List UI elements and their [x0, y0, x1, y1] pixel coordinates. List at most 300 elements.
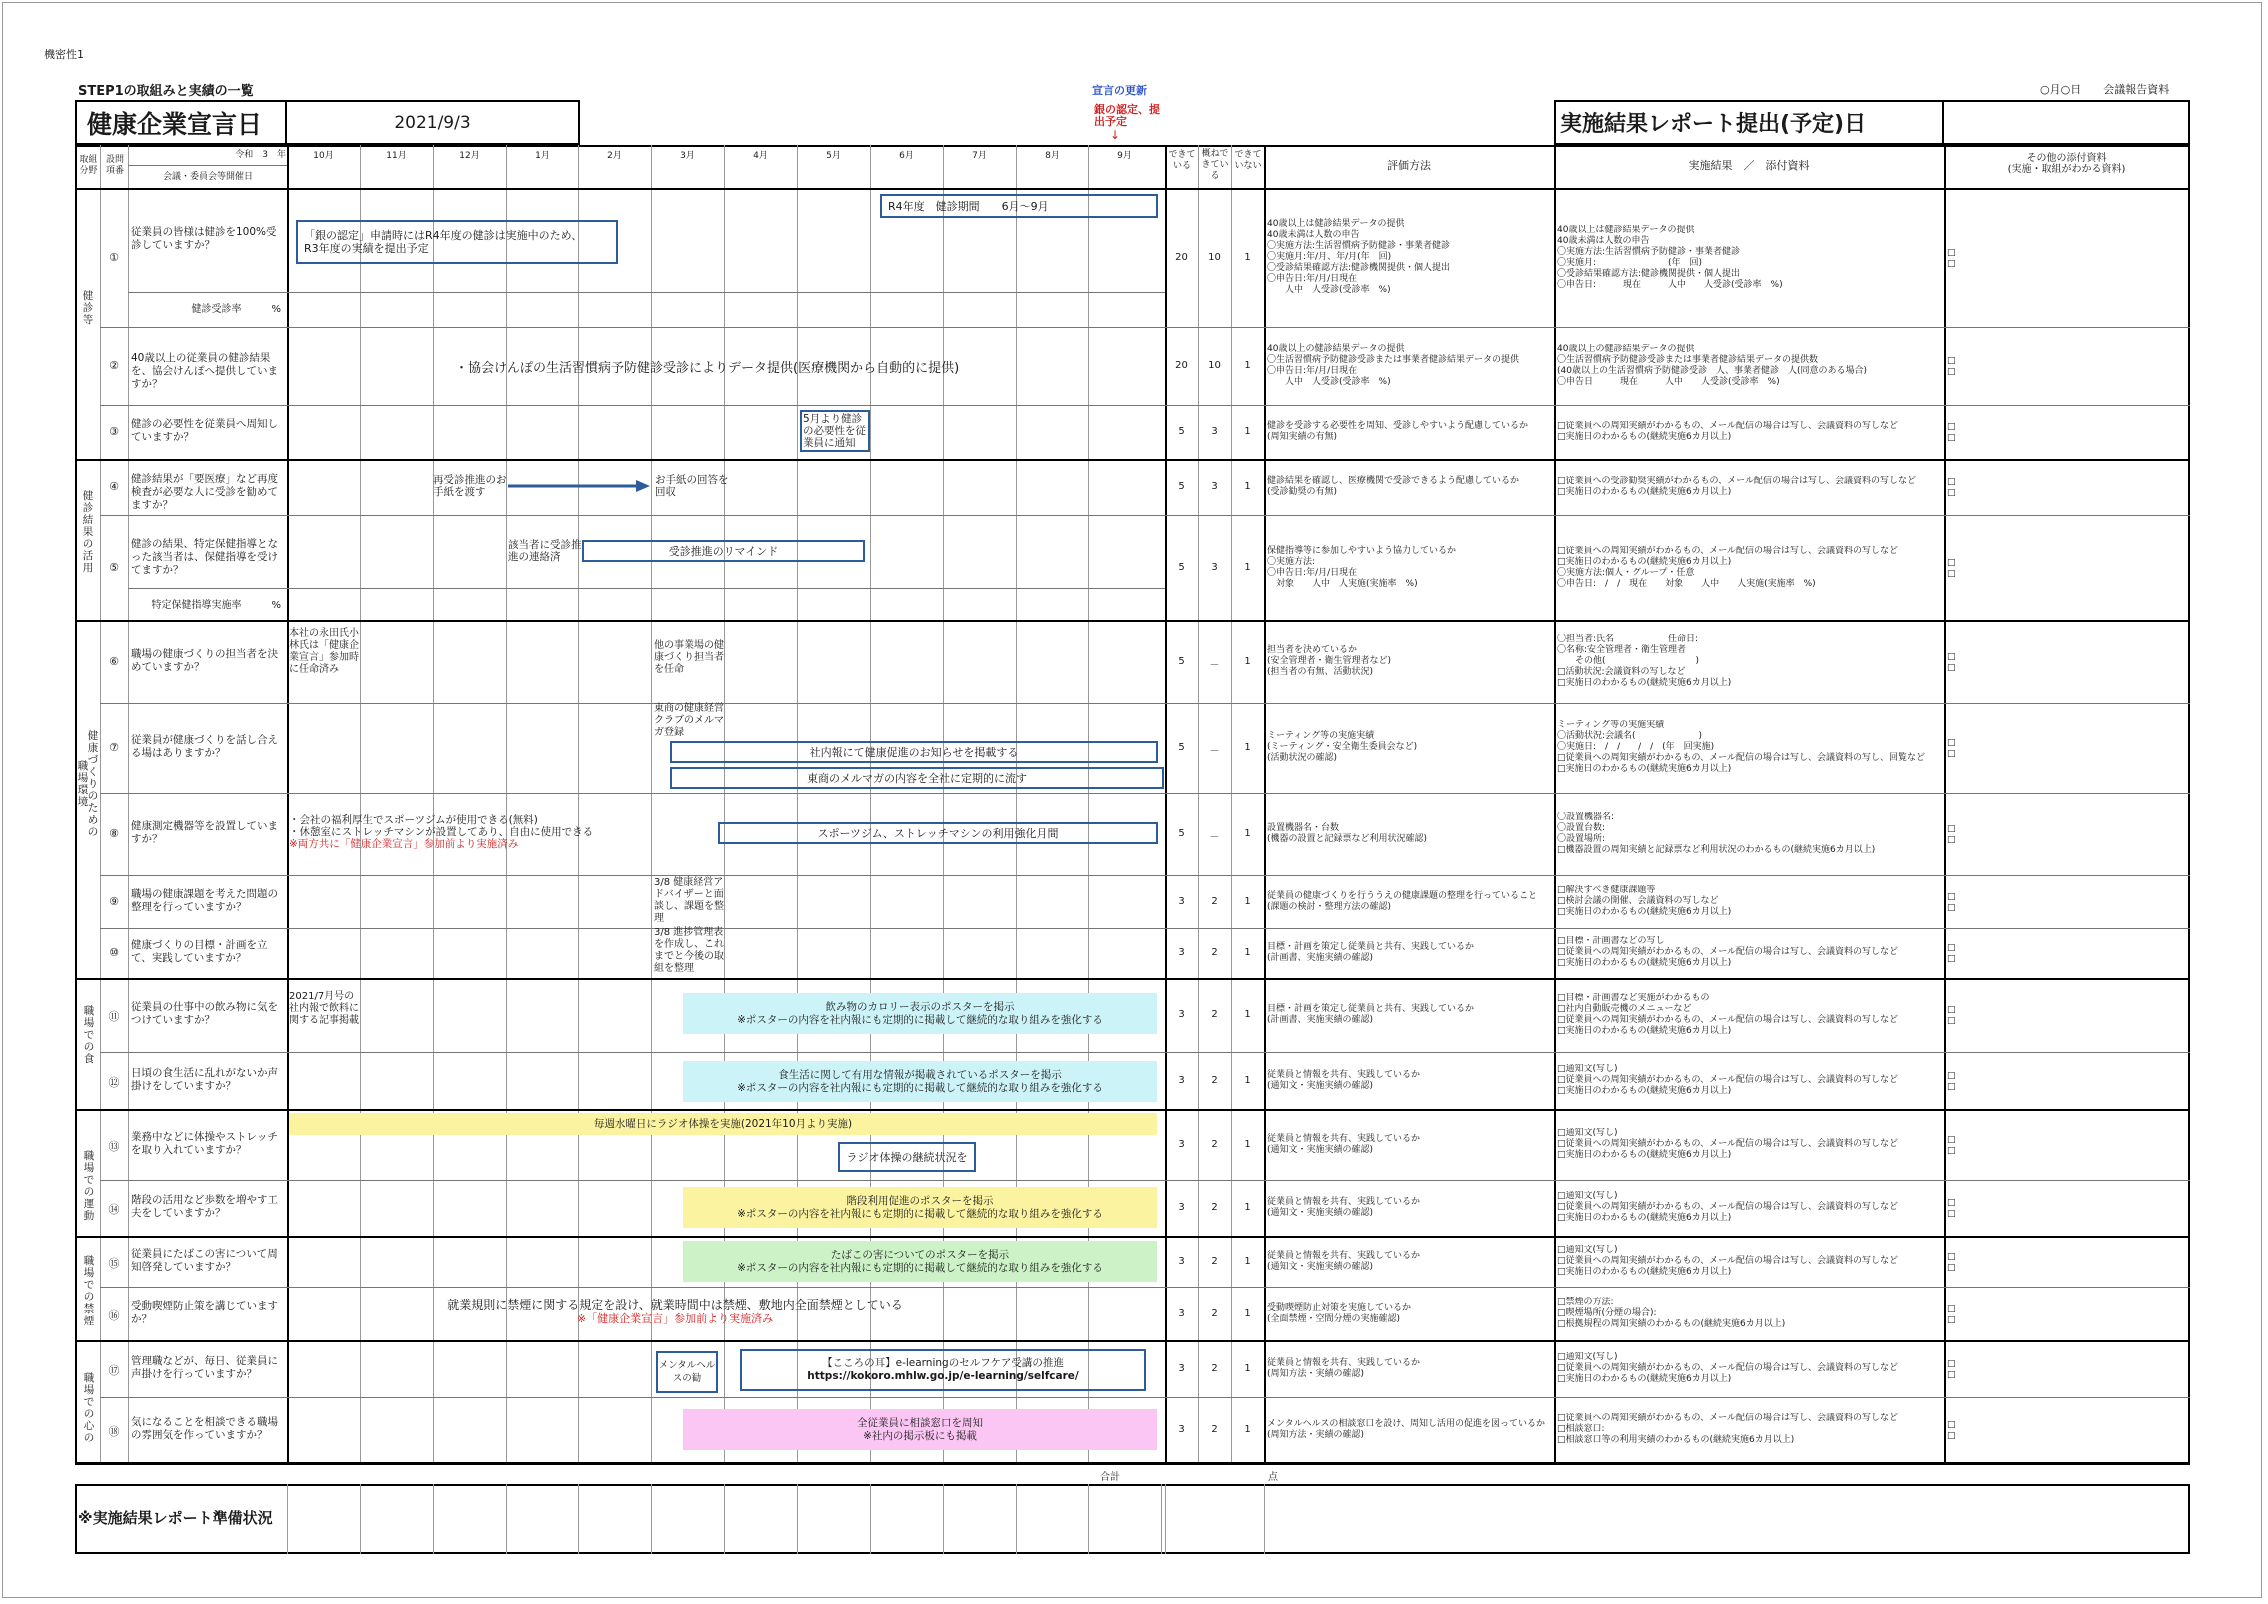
checkbox[interactable]: □: [1947, 1135, 1956, 1145]
score-done: 20: [1175, 360, 1188, 371]
checkbox[interactable]: □: [1947, 1263, 1956, 1273]
month-header: 11月: [386, 151, 407, 161]
eval-method: 従業員の健康づくりを行ううえの健康課題の整理を行っていること (課題の検討・整理方法の確認): [1267, 891, 1538, 912]
footer-status-label: ※実施結果レポート準備状況: [78, 1509, 273, 1527]
r6-honsha-text: 本社の永田氏小林氏は「健康企業宣言」参加時に任命済み: [289, 628, 359, 675]
score-done: 5: [1178, 481, 1185, 492]
question-text: 階段の活用など歩数を増やす工夫をしていますか？: [131, 1194, 278, 1219]
down-arrow-icon: ↓: [1110, 128, 1121, 142]
r5-reminder-bar: 受診推進のリマインド: [582, 540, 865, 562]
r5-contacted-text: 該当者に受診推進の連絡済: [508, 539, 582, 563]
month-header: 12月: [459, 151, 480, 161]
eval-method: 保健指導等に参加しやすいよう協力しているか 〇実施方法: 〇申告日:年/月/日現在 対象 人中 人実施(実施率 %): [1267, 546, 1457, 589]
grid-hline: [75, 1109, 2190, 1111]
grid-hline: [75, 978, 2190, 980]
eval-method: 健診を受診する必要性を周知、受診しやすいよう配慮しているか (周知実績の有無): [1267, 421, 1529, 442]
score-done: 5: [1178, 828, 1185, 839]
confidential-label: 機密性1: [44, 48, 84, 61]
other-attachments-checkbox: [1947, 1359, 1977, 1381]
other-attachments-checkbox: [1947, 1304, 1977, 1326]
grid-vline: [506, 145, 507, 1462]
grid-hline: [100, 515, 2190, 516]
grid-hline: [75, 1340, 2190, 1342]
question-number: ⑤: [109, 561, 119, 574]
question-number: ⑥: [109, 655, 119, 668]
result-attachments: □従業員への周知実績がわかるもの、メール配信の場合は写し、会議資料の写しなど □相談窓口: □相談窓口等の利用実績のわかるもの(継続実施6カ月以上): [1557, 1413, 1898, 1445]
footer-vline: [943, 1484, 944, 1554]
eval-method: 担当者を決めているか (安全管理者・衛生管理者など) (担当者の有無、活動状況): [1267, 645, 1392, 677]
score-done: 3: [1178, 947, 1185, 958]
month-header: 7月: [972, 151, 987, 161]
question-number: ⑧: [109, 827, 119, 840]
score-done: 3: [1178, 1139, 1185, 1150]
r8-gym-bar: スポーツジム、ストレッチマシンの利用強化月間: [718, 822, 1158, 844]
r9-advisor-text: 3/8 健康経営アドバイザーと面談し、課題を整理: [654, 877, 724, 924]
footer-vline: [724, 1484, 725, 1554]
checkbox[interactable]: □: [1947, 1431, 1956, 1441]
question-text: 健診の必要性を従業員へ周知していますか？: [131, 418, 278, 443]
step-title: STEP1の取組みと実績の一覧: [78, 84, 254, 99]
score-notdone: 1: [1244, 947, 1251, 958]
month-header: 10月: [313, 151, 334, 161]
other-attachments-checkbox: [1947, 477, 1977, 499]
score-mostly: －: [1209, 832, 1220, 843]
r7-tosho-text: 東商の健康経営クラブのメルマガ登録: [654, 703, 724, 738]
footer-vline: [1264, 1484, 1265, 1554]
category-shokuba-2: 職場環境: [77, 760, 89, 808]
question-text: 40歳以上の従業員の健診結果を、協会けんぽへ提供していますか？: [131, 352, 278, 390]
score-notdone: 1: [1244, 896, 1251, 907]
grid-hline: [100, 1052, 2190, 1053]
month-header: 8月: [1045, 151, 1060, 161]
other-attachments-checkbox: [1947, 824, 1977, 846]
col-header-mostly: 概ねできている: [1201, 149, 1229, 181]
checkbox[interactable]: □: [1947, 367, 1956, 377]
eval-method: ミーティング等の実施実績 (ミーティング・安全衛生委員会など) (活動状況の確認): [1267, 731, 1418, 763]
other-attachments-checkbox: [1947, 1252, 1977, 1274]
col-header-meeting: 会議・委員会等開催日: [162, 172, 253, 182]
grid-hline: [100, 405, 2190, 406]
checkbox[interactable]: □: [1947, 652, 1956, 662]
footer-vline: [287, 1484, 288, 1554]
r6-other-site-text: 他の事業場の健康づくり担当者を任命: [654, 640, 724, 675]
question-text: 健診結果が「要医療」など再度検査が必要な人に受診を勧めてますか？: [131, 473, 278, 511]
score-notdone: 1: [1244, 1009, 1251, 1020]
score-mostly: 2: [1211, 896, 1218, 907]
r11-drink-poster-bar: 飲み物のカロリー表示のポスターを掲示 ※ポスターの内容を社内報にも定期的に掲載して継続的な取り組みを強化する: [683, 993, 1157, 1034]
grid-vline: [1554, 145, 1556, 1462]
question-number: ⑱: [108, 1425, 120, 1438]
col-header-bunya: 取組分野: [79, 155, 98, 176]
r7-newsletter-bar: 社内報にて健康促進のお知らせを掲載する: [670, 741, 1158, 763]
question-number: ⑭: [108, 1203, 120, 1216]
score-done: 5: [1178, 426, 1185, 437]
eval-method: 従業員と情報を共有、実践しているか (通知文・実施実績の確認): [1267, 1251, 1421, 1272]
month-header: 5月: [826, 151, 841, 161]
score-notdone: 1: [1244, 1363, 1251, 1374]
score-notdone: 1: [1244, 360, 1251, 371]
checkbox[interactable]: □: [1947, 1315, 1956, 1325]
question-text: 気になることを相談できる職場の雰囲気を作っていますか？: [131, 1416, 278, 1441]
report-date-title: 実施結果レポート提出(予定)日: [1554, 100, 1944, 145]
score-notdone: 1: [1244, 1075, 1251, 1086]
grid-vline: [578, 145, 579, 1462]
checkbox[interactable]: □: [1947, 1420, 1956, 1430]
grid-vline: [651, 145, 652, 1462]
question-text: 健康測定機器等を設置していますか？: [131, 820, 278, 845]
score-mostly: 10: [1208, 360, 1221, 371]
score-done: 5: [1178, 562, 1185, 573]
footer-vline: [1088, 1484, 1089, 1554]
checkbox[interactable]: □: [1947, 259, 1956, 269]
score-done: 3: [1178, 1363, 1185, 1374]
checkbox[interactable]: □: [1947, 558, 1956, 568]
r1-kenshin-period-bar: R4年度 健診期間 6月〜9月: [880, 194, 1158, 218]
eval-method: 目標・計画を策定し従業員と共有、実践しているか (計画書、実施実績の確認): [1267, 1004, 1475, 1025]
score-mostly: 2: [1211, 947, 1218, 958]
renewal-label: 宣言の更新: [1092, 84, 1147, 97]
other-attachments-checkbox: [1947, 1005, 1977, 1027]
col-header-eval: 評価方法: [1387, 159, 1431, 172]
r8-welfare-text: ・会社の福利厚生でスポーツジムが使用できる(無料) ・休憩室にストレッチマシンが設置してあり、自由に使用できる ※両方共に「健康企業宣言」参加前より実施済み: [289, 814, 594, 850]
eval-method: 40歳以上の健診結果データの提供 〇生活習慣病予防健診受診または事業者健診結果データの提供 〇申告日:年/月/日現在 人中 人受診(受診率 %): [1267, 344, 1520, 387]
other-attachments-checkbox: [1947, 422, 1977, 444]
r18-consultation-bar: 全従業員に相談窓口を周知 ※社内の掲示板にも掲載: [683, 1409, 1157, 1450]
eval-method: メンタルヘルスの相談窓口を設け、周知し活用の促進を図っているか (周知方法・実績の確認): [1267, 1419, 1546, 1440]
col-header-done: できている: [1168, 150, 1196, 171]
eval-method: 40歳以上は健診結果データの提供 40歳未満は人数の申告 〇実施方法:生活習慣病予防健診・事業者健診 〇実施月:年/月、年/月(年 回) 〇受診結果確認方法:健診機関提供・個人提出 〇申告日:年/月/日現在 人中 人受診(受診率 %): [1267, 219, 1451, 295]
checkbox[interactable]: □: [1947, 356, 1956, 366]
score-notdone: 1: [1244, 252, 1251, 263]
question-number: ⑯: [108, 1309, 120, 1322]
question-number: ⑬: [108, 1140, 120, 1153]
score-done: 3: [1178, 1075, 1185, 1086]
grid-hline: [100, 875, 2190, 876]
question-number: ⑪: [108, 1010, 120, 1023]
score-notdone: 1: [1244, 1308, 1251, 1319]
score-notdone: 1: [1244, 481, 1251, 492]
r3-notice-box: 5月より健診の必要性を従業員に通知: [800, 410, 870, 452]
category-kenshin: 健診等: [82, 290, 94, 326]
footer-vline: [360, 1484, 361, 1554]
question-text: 健康づくりの目標・計画を立て、実践していますか？: [131, 939, 268, 964]
eval-method: 従業員と情報を共有、実践しているか (通知文・実施実績の確認): [1267, 1197, 1421, 1218]
elearning-link[interactable]: https://kokoro.mhlw.go.jp/e-learning/selfcare/: [807, 1370, 1079, 1382]
score-done: 3: [1178, 1202, 1185, 1213]
result-attachments: □禁煙の方法: □喫煙場所(分煙の場合): □根拠規程の周知実績のわかるもの(継続実施6カ月以上): [1557, 1297, 1786, 1329]
category-undo: 職場での運動: [83, 1150, 95, 1222]
footer-vline: [870, 1484, 871, 1554]
grid-vline: [360, 145, 361, 1462]
total-unit: 点: [1268, 1472, 1278, 1483]
other-attachments-checkbox: [1947, 1135, 1977, 1157]
checkbox[interactable]: □: [1947, 738, 1956, 748]
declaration-title: 健康企業宣言日: [75, 100, 287, 145]
question-text: 従業員にたばこの害について周知啓発していますか？: [131, 1248, 278, 1273]
result-attachments: ミーティング等の実施実績 〇活動状況:会議名( ) 〇実施日: / / / / (年 回実施) □従業員への周知実績がわかるもの、メール配信の場合は写し、会議資料の写し、回覧など □実施日のわかるもの(継続実施6カ月以上): [1557, 720, 1925, 774]
eval-method: 受動喫煙防止対策を実施しているか (全面禁煙・空間分煙の実施確認): [1267, 1303, 1412, 1324]
checkbox[interactable]: □: [1947, 1209, 1956, 1219]
checkbox[interactable]: □: [1947, 1071, 1956, 1081]
checkbox[interactable]: □: [1947, 663, 1956, 673]
question-text: 管理職などが、毎日、従業員に声掛けを行っていますか？: [131, 1355, 278, 1380]
result-attachments: □通知文(写し) □従業員への周知実績がわかるもの、メール配信の場合は写し、会議資料の写しなど □実施日のわかるもの(継続実施6カ月以上): [1557, 1352, 1898, 1384]
r15-tobacco-poster-bar: たばこの害についてのポスターを掲示 ※ポスターの内容を社内報にも定期的に掲載して継続的な取り組みを強化する: [683, 1241, 1157, 1282]
r1-note-box: 「銀の認定」申請時にはR4年度の健診は実施中のため、 R3年度の実績を提出予定: [296, 220, 618, 264]
question-text: 日頃の食生活に乱れがないか声掛けをしていますか？: [131, 1067, 278, 1092]
month-header: 3月: [680, 151, 695, 161]
grid-vline: [433, 145, 434, 1462]
category-shoku: 職場での食: [83, 1005, 95, 1065]
score-mostly: 2: [1211, 1075, 1218, 1086]
question-text: 従業員の仕事中の飲み物に気をつけていますか？: [131, 1001, 278, 1026]
question-number: ⑦: [109, 741, 119, 754]
score-mostly: 3: [1211, 481, 1218, 492]
question-number: ③: [109, 425, 119, 438]
score-notdone: 1: [1244, 562, 1251, 573]
other-attachments-checkbox: [1947, 892, 1977, 914]
checkbox[interactable]: □: [1947, 1082, 1956, 1092]
grid-hline: [75, 1236, 2190, 1238]
other-attachments-checkbox: [1947, 943, 1977, 965]
r13-continuation-box: ラジオ体操の継続状況を: [838, 1142, 976, 1172]
grid-hline: [75, 459, 2190, 461]
grid-hline: [75, 1462, 2190, 1464]
month-header: 6月: [899, 151, 914, 161]
score-done: 5: [1178, 742, 1185, 753]
result-attachments: □目標・計画書など実施がわかるもの □社内自動販売機のメニューなど □従業員への周知実績がわかるもの、メール配信の場合は写し、会議資料の写しなど □実施日のわかるもの(継続実施6カ月以上): [1557, 993, 1898, 1036]
score-done: 20: [1175, 252, 1188, 263]
question-number: ④: [109, 480, 119, 493]
r7-mailmag-bar: 東商のメルマガの内容を全社に定期的に流す: [670, 767, 1164, 789]
question-text: 受動喫煙防止策を講じていますか？: [131, 1300, 278, 1325]
checkbox[interactable]: □: [1947, 892, 1956, 902]
question-text: 従業員の皆様は健診を100%受診していますか？: [131, 226, 277, 251]
grid-hline: [100, 793, 2190, 794]
question-text: 健診の結果、特定保健指導となった該当者は、保健指導を受けてますか？: [131, 538, 278, 576]
col-header-notdone: できていない: [1234, 150, 1262, 171]
footer-vline: [797, 1484, 798, 1554]
grid-hline: [100, 1180, 2190, 1181]
score-notdone: 1: [1244, 1202, 1251, 1213]
score-mostly: 2: [1211, 1202, 1218, 1213]
declaration-date: 2021/9/3: [287, 100, 580, 145]
footer-vline: [506, 1484, 507, 1554]
r4-reply-text: お手紙の回答を回収: [655, 474, 729, 498]
question-subrow: 特定保健指導実施率 %: [151, 600, 281, 611]
r2-data-provision-text: ・協会けんぽの生活習慣病予防健診受診によりデータ提供(医療機関から自動的に提供): [455, 361, 960, 376]
footer-vline: [1165, 1484, 1166, 1554]
question-number: ⑨: [109, 895, 119, 908]
grid-hline: [75, 620, 2190, 622]
checkbox[interactable]: □: [1947, 824, 1956, 834]
renewal-note: 銀の認定、提 出予定: [1094, 103, 1160, 128]
eval-method: 従業員と情報を共有、実践しているか (周知方法・実績の確認): [1267, 1358, 1421, 1379]
other-attachments-checkbox: [1947, 738, 1977, 760]
checkbox[interactable]: □: [1947, 248, 1956, 258]
eval-method: 健診結果を確認し、医療機関で受診できるよう配慮しているか (受診勧奨の有無): [1267, 476, 1520, 497]
r17-mental-box: メンタルヘルスの勧: [656, 1351, 718, 1393]
footer-vline: [578, 1484, 579, 1554]
result-attachments: 40歳以上の健診結果データの提供 〇生活習慣病予防健診受診または事業者健診結果データの提供数 (40歳以上の生活習慣病予防健診受診 人、事業者健診 人(同意のある場合) 〇申告日 現在 人中 人受診(受診率 %): [1557, 344, 1867, 387]
score-done: 3: [1178, 1424, 1185, 1435]
score-mostly: －: [1209, 746, 1220, 757]
result-attachments: □目標・計画書などの写し □従業員への周知実績がわかるもの、メール配信の場合は写し、会議資料の写しなど □実施日のわかるもの(継続実施6カ月以上): [1557, 936, 1898, 968]
category-kinen: 職場での禁煙: [83, 1255, 95, 1327]
footer-vline: [1161, 1484, 1162, 1554]
result-attachments: □通知文(写し) □従業員への周知実績がわかるもの、メール配信の場合は写し、会議資料の写しなど □実施日のわかるもの(継続実施6カ月以上): [1557, 1064, 1898, 1096]
checkbox[interactable]: □: [1947, 433, 1956, 443]
month-header: 4月: [753, 151, 768, 161]
other-attachments-checkbox: [1947, 1420, 1977, 1442]
other-attachments-checkbox: [1947, 1071, 1977, 1093]
result-attachments: 〇担当者:氏名 任命日: 〇名称:安全管理者・衛生管理者 その他( ) □活動状況:会議資料の写しなど □実施日のわかるもの(継続実施6カ月以上): [1557, 634, 1732, 688]
grid-hline: [100, 703, 2190, 704]
result-attachments: □従業員への周知実績がわかるもの、メール配信の場合は写し、会議資料の写しなど □実施日のわかるもの(継続実施6カ月以上): [1557, 421, 1898, 442]
eval-method: 従業員と情報を共有、実践しているか (通知文・実施実績の確認): [1267, 1134, 1421, 1155]
r11-article-text: 2021/7月号の社内報で飲料に関する記事掲載: [289, 991, 359, 1026]
question-text: 職場の健康課題を考えた問題の整理を行っていますか？: [131, 888, 278, 913]
result-attachments: □通知文(写し) □従業員への周知実績がわかるもの、メール配信の場合は写し、会議資料の写しなど □実施日のわかるもの(継続実施6カ月以上): [1557, 1191, 1898, 1223]
other-attachments-checkbox: [1947, 356, 1977, 378]
question-text: 業務中などに体操やストレッチを取り入れていますか？: [131, 1131, 278, 1156]
checkbox[interactable]: □: [1947, 1304, 1956, 1314]
checkbox[interactable]: □: [1947, 477, 1956, 487]
col-header-other: その他の添付資料 (実施・取組がわかる資料): [2007, 153, 2126, 175]
checkbox[interactable]: □: [1947, 422, 1956, 432]
checkbox[interactable]: □: [1947, 1370, 1956, 1380]
grid-hline: [75, 188, 2190, 190]
question-text: 従業員が健康づくりを話し合える場はありますか？: [131, 734, 278, 759]
grid-hline: [128, 588, 1165, 589]
grid-vline: [1264, 145, 1266, 1462]
score-done: 3: [1178, 896, 1185, 907]
result-attachments: □通知文(写し) □従業員への周知実績がわかるもの、メール配信の場合は写し、会議資料の写しなど □実施日のわかるもの(継続実施6カ月以上): [1557, 1128, 1898, 1160]
grid-vline: [128, 145, 129, 1462]
category-shokuba: 健康づくりのための: [87, 730, 99, 838]
score-mostly: －: [1209, 660, 1220, 671]
category-kokoro: 職場での心の: [83, 1372, 95, 1444]
month-header: 2月: [607, 151, 622, 161]
score-mostly: 2: [1211, 1139, 1218, 1150]
other-attachments-checkbox: [1947, 248, 1977, 270]
eval-method: 目標・計画を策定し従業員と共有、実践しているか (計画書、実施実績の確認): [1267, 942, 1475, 963]
other-attachments-checkbox: [1947, 652, 1977, 674]
question-text: 職場の健康づくりの担当者を決めていますか？: [131, 648, 278, 673]
score-mostly: 10: [1208, 252, 1221, 263]
checkbox[interactable]: □: [1947, 488, 1956, 498]
score-done: 3: [1178, 1308, 1185, 1319]
score-notdone: 1: [1244, 1139, 1251, 1150]
r17-elearning-box: 【こころの耳】e-learningのセルフケア受講の推進 https://kokoro.mhlw.go.jp/e-learning/selfcare/: [740, 1349, 1146, 1391]
checkbox[interactable]: □: [1947, 1016, 1956, 1026]
question-number: ⑮: [108, 1257, 120, 1270]
checkbox[interactable]: □: [1947, 569, 1956, 579]
col-header-qno: 設問項番: [105, 155, 124, 176]
score-mostly: 2: [1211, 1308, 1218, 1319]
score-notdone: 1: [1244, 1256, 1251, 1267]
grid-vline: [1944, 145, 1946, 1462]
question-number: ⑩: [109, 946, 119, 959]
eval-method: 設置機器名・台数 (機器の設置と記録票など利用状況確認): [1267, 823, 1428, 844]
r13-radio-exercise-bar: 毎週水曜日にラジオ体操を実施(2021年10月より実施): [289, 1113, 1157, 1135]
report-date-value: [1944, 100, 2190, 145]
score-mostly: 2: [1211, 1256, 1218, 1267]
col-header-result: 実施結果 ／ 添付資料: [1688, 159, 1810, 172]
checkbox[interactable]: □: [1947, 1005, 1956, 1015]
question-number: ①: [109, 251, 119, 264]
checkbox[interactable]: □: [1947, 903, 1956, 913]
checkbox[interactable]: □: [1947, 1359, 1956, 1369]
score-done: 3: [1178, 1256, 1185, 1267]
category-katsuyou: 健診結果の活用: [82, 490, 94, 574]
result-attachments: □従業員への周知実績がわかるもの、メール配信の場合は写し、会議資料の写しなど □実施日のわかるもの(継続実施6カ月以上) 〇実施方法:個人・グループ・任意 〇申告日: / / 現在 対象 人中 人実施(実施率 %): [1557, 546, 1898, 589]
month-header: 9月: [1117, 151, 1132, 161]
footer-vline: [651, 1484, 652, 1554]
result-attachments: 〇設置機器名: 〇設置台数: 〇設置場所: □機器設置の周知実績と記録票など利用状況のわかるもの(継続実施6カ月以上): [1557, 812, 1876, 855]
score-notdone: 1: [1244, 742, 1251, 753]
grid-hline: [128, 165, 287, 166]
result-attachments: □解決すべき健康課題等 □検討会議の開催、会議資料の写しなど □実施日のわかるもの(継続実施6カ月以上): [1557, 885, 1732, 917]
grid-hline: [100, 1287, 2190, 1288]
checkbox[interactable]: □: [1947, 1146, 1956, 1156]
other-attachments-checkbox: [1947, 1198, 1977, 1220]
col-header-reiwa: 令和 3 年: [235, 150, 286, 160]
r16-smoking-rule-text: 就業規則に禁煙に関する規定を設け、就業時間中は禁煙、敷地内全面禁煙としている ※「健康企業宣言」参加前より実施済み: [447, 1298, 903, 1325]
score-notdone: 1: [1244, 426, 1251, 437]
footer-status-table: [75, 1484, 2190, 1554]
checkbox[interactable]: □: [1947, 749, 1956, 759]
result-attachments: □通知文(写し) □従業員への周知実績がわかるもの、メール配信の場合は写し、会議資料の写しなど □実施日のわかるもの(継続実施6カ月以上): [1557, 1245, 1898, 1277]
footer-vline: [433, 1484, 434, 1554]
grid-vline: [287, 145, 289, 1462]
score-done: 5: [1178, 656, 1185, 667]
total-label: 合計: [1100, 1472, 1120, 1483]
checkbox[interactable]: □: [1947, 954, 1956, 964]
r14-stairs-poster-bar: 階段利用促進のポスターを掲示 ※ポスターの内容を社内報にも定期的に掲載して継続的な取り組みを強化する: [683, 1187, 1157, 1228]
meeting-report-label: ○月○日 会議報告資料: [2040, 83, 2170, 96]
grid-hline: [100, 327, 2190, 328]
eval-method: 従業員と情報を共有、実践しているか (通知文・実施実績の確認): [1267, 1070, 1421, 1091]
question-subrow: 健診受診率 %: [191, 304, 281, 315]
r4-letter-text: 再受診推進のお手紙を渡す: [433, 474, 507, 498]
r12-diet-poster-bar: 食生活に関して有用な情報が掲載されているポスターを掲示 ※ポスターの内容を社内報にも定期的に掲載して継続的な取り組みを強化する: [683, 1061, 1157, 1102]
score-done: 3: [1178, 1009, 1185, 1020]
result-attachments: □従業員への受診勧奨実績がわかるもの、メール配信の場合は写し、会議資料の写しなど □実施日のわかるもの(継続実施6カ月以上): [1557, 476, 1916, 497]
score-notdone: 1: [1244, 656, 1251, 667]
r4-arrow-icon: [508, 478, 650, 494]
checkbox[interactable]: □: [1947, 835, 1956, 845]
score-notdone: 1: [1244, 1424, 1251, 1435]
other-attachments-checkbox: [1947, 558, 1977, 580]
month-header: 1月: [535, 151, 550, 161]
question-number: ②: [109, 359, 119, 372]
score-mostly: 2: [1211, 1363, 1218, 1374]
question-number: ⑫: [108, 1076, 120, 1089]
score-mostly: 2: [1211, 1424, 1218, 1435]
footer-vline: [1016, 1484, 1017, 1554]
result-attachments: 40歳以上は健診結果データの提供 40歳未満は人数の申告 〇実施方法:生活習慣病予防健診・事業者健診 〇実施月: (年 回) 〇受診結果確認方法:健診機関提供・個人提出 〇申告日: 現在 人中 人受診(受診率 %): [1557, 225, 1783, 290]
checkbox[interactable]: □: [1947, 1198, 1956, 1208]
grid-hline: [100, 1397, 2190, 1398]
grid-hline: [100, 928, 2190, 929]
score-mostly: 3: [1211, 426, 1218, 437]
checkbox[interactable]: □: [1947, 943, 1956, 953]
r10-progress-text: 3/8 進捗管理表を作成し、これまでと今後の取組を整理: [654, 927, 724, 974]
grid-hline: [128, 292, 1165, 293]
score-mostly: 3: [1211, 562, 1218, 573]
checkbox[interactable]: □: [1947, 1252, 1956, 1262]
